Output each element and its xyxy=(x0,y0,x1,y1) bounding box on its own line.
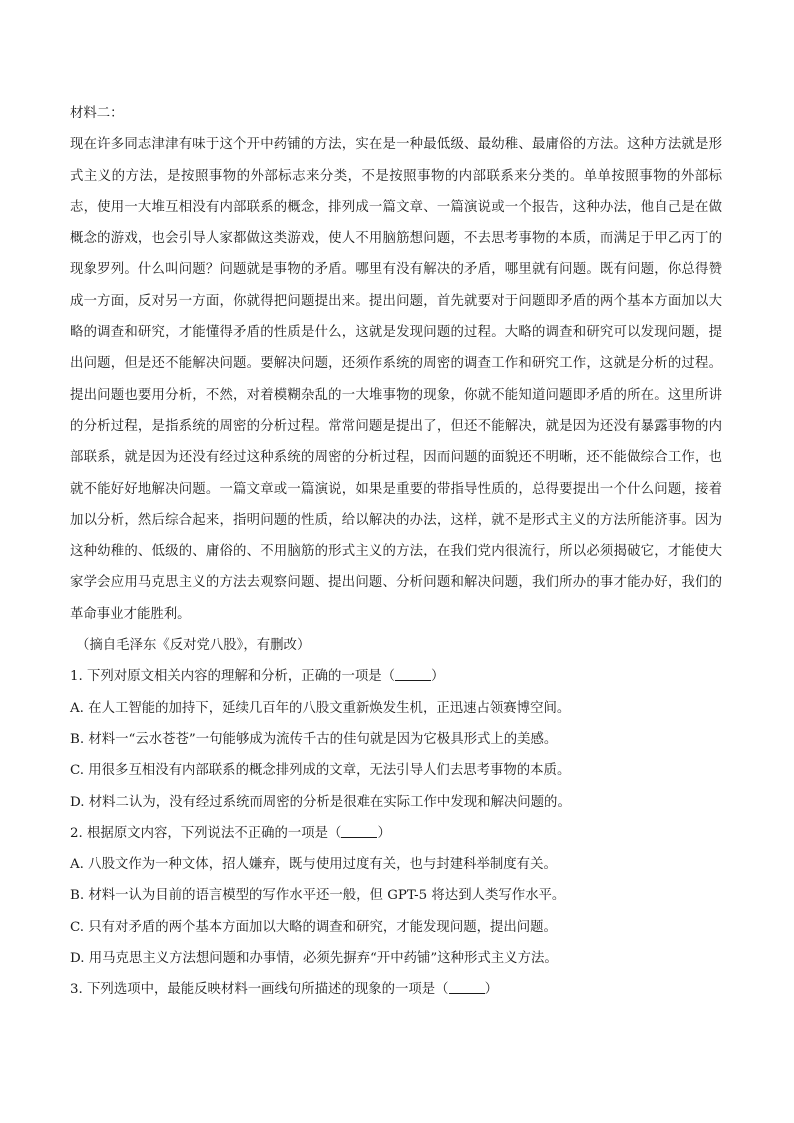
option-c: C. 用很多互相没有内部联系的概念排列成的文章，无法引导人们去思考事物的本质。 xyxy=(70,763,571,779)
option-c: C. 只有对矛盾的两个基本方面加以大略的调查和研究，才能发现问题，提出问题。 xyxy=(70,919,557,935)
answer-blank[interactable] xyxy=(395,667,431,681)
question-3 xyxy=(70,974,722,1005)
option-a: A. 在人工智能的加持下，延续几百年的八股文重新焕发生机，正迅速占领赛博空间。 xyxy=(70,700,571,716)
option-b: B. 材料一“云水苍苍”一句能够成为流传千古的佳句就是因为它极具形式上的美感。 xyxy=(70,731,558,747)
option-d: D. 材料二认为，没有经过系统而周密的分析是很难在实际工作中发现和解决问题的。 xyxy=(70,794,571,810)
source-citation: （摘自毛泽东《反对党八股》，有删改） xyxy=(76,638,311,654)
option-d: D. 用马克思主义方法想问题和办事情，必须先摒弃“开中药铺”这种形式主义方法。 xyxy=(70,951,558,967)
section-heading: 材料二： xyxy=(70,106,124,121)
passage-paragraph: 现在许多同志津津有味于这个开中药铺的方法，实在是一种最低级、最幼稚、最庸俗的方法。这种方法就是形式主义的方法，是按照事物的外部标志来分类，不是按照事物的内部联系来分类的。单单按照事物的外部标志，使用一大堆互相没有内部联系的概念，排列成一篇文章、一篇演说或一个报告，这种办法，他自己是在做概念的游戏，也会引导人家都做这类游戏，使人不用脑筋想问题，不去思考事物的本质，而满足于甲乙丙丁的现象罗列。什么叫问题？问题就是事物的矛盾。哪里有没有解决的矛盾，哪里就有问题。既有问题，你总得赞成一方面，反对另一方面，你就得把问题提出来。提出问题，首先就要对于问题即矛盾的两个基本方面加以大略的调查和研究，才能懂得矛盾的性质是什么，这就是发现问题的过程。大略的调查和研究可以发现问题，提出问题，但是还不能解决问题。要解决问题，还须作系统的周密的调查工作和研究工作，这就是分析的过程。提出问题也要用分析，不然，对着模糊杂乱的一大堆事物的现象，你就不能知道问题即矛盾的所在。这里所讲的分析过程，是指系统的周密的分析过程。常常问题是提出了，但还不能解决，就是因为还没有暴露事物的内部联系，就是因为还没有经过这种系统的周密的分析过程，因而问题的面貌还不明晰，还不能做综合工作，也就不能好好地解决问题。一篇文章或一篇演说，如果是重要的带指导性质的，总得要提出一个什么问题，接着加以分析，然后综合起来，指明问题的性质，给以解决的办法，这样，就不是形式主义的方法所能济事。因为这种幼稚的、低级的、庸俗的、不用脑筋的形式主义的方法，在我们党内很流行，所以必须揭破它，才能使大家学会应用马克思主义的方法去观察问题、提出问题、分析问题和解决问题，我们所办的事才能办好，我们的革命事业才能胜利。 xyxy=(70,137,722,622)
question-stem: 3. 下列选项中，最能反映材料一画线句所描述的现象的一项是（ ） xyxy=(70,982,498,998)
option-a: A. 八股文作为一种文体，招人嫌弃，既与使用过度有关，也与封建科举制度有关。 xyxy=(70,857,557,873)
question-stem: 1. 下列对原文相关内容的理解和分析，正确的一项是（ ） xyxy=(70,669,445,685)
question-stem: 2. 根据原文内容，下列说法不正确的一项是（ ） xyxy=(70,825,391,841)
answer-blank[interactable] xyxy=(341,824,377,838)
question-1 xyxy=(70,661,722,817)
question-2 xyxy=(70,818,722,974)
option-b: B. 材料一认为目前的语言模型的写作水平还一般，但 GPT-5 将达到人类写作水平。 xyxy=(70,888,566,904)
document-page xyxy=(70,98,722,1006)
answer-blank[interactable] xyxy=(449,980,485,994)
